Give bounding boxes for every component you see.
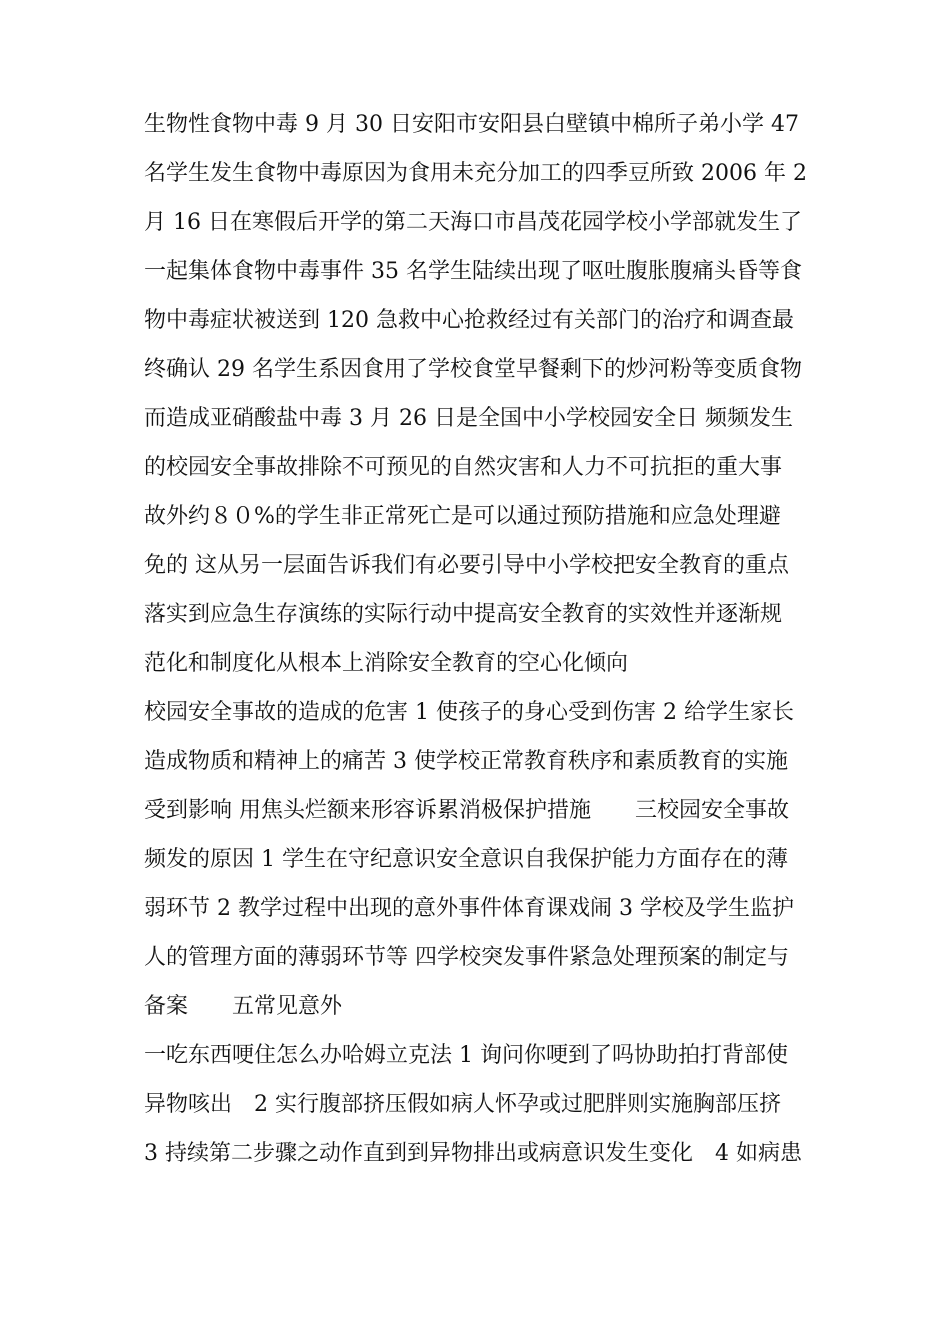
text-line: 范化和制度化从根本上消除安全教育的空心化倾向 (144, 651, 629, 676)
text-line: 3 持续第二步骤之动作直到到异物排出或病意识发生变化 4 如病患 (144, 1141, 802, 1166)
body-text (144, 100, 814, 1178)
text-line: 月 16 日在寒假后开学的第二天海口市昌茂花园学校小学部就发生了 (144, 210, 802, 235)
text-line: 物中毒症状被送到 120 急救中心抢救经过有关部门的治疗和调查最 (144, 308, 794, 333)
text-line: 造成物质和精神上的痛苦 3 使学校正常教育秩序和素质教育的实施 (144, 749, 788, 774)
text-line: 一吃东西哽住怎么办哈姆立克法 1 询问你哽到了吗协助拍打背部使 (144, 1043, 788, 1068)
text-line: 终确认 29 名学生系因食用了学校食堂早餐剩下的炒河粉等变质食物 (144, 357, 802, 382)
text-line: 落实到应急生存演练的实际行动中提高安全教育的实效性并逐渐规 (144, 602, 783, 627)
text-line: 备案 五常见意外 (144, 994, 343, 1019)
text-line: 校园安全事故的造成的危害 1 使孩子的身心受到伤害 2 给学生家长 (144, 700, 794, 725)
text-line: 人的管理方面的薄弱环节等 四学校突发事件紧急处理预案的制定与 (144, 945, 789, 970)
text-line: 的校园安全事故排除不可预见的自然灾害和人力不可抗拒的重大事 (144, 455, 783, 480)
text-line: 生物性食物中毒 9 月 30 日安阳市安阳县白壁镇中棉所子弟小学 47 (144, 112, 799, 137)
text-line: 频发的原因 1 学生在守纪意识安全意识自我保护能力方面存在的薄 (144, 847, 788, 872)
text-line: 免的 这从另一层面告诉我们有必要引导中小学校把安全教育的重点 (144, 553, 789, 578)
text-line: 受到影响 用焦头烂额来形容诉累消极保护措施 三校园安全事故 (144, 798, 789, 823)
text-line: 弱环节 2 教学过程中出现的意外事件体育课戏闹 3 学校及学生监护 (144, 896, 794, 921)
text-line: 一起集体食物中毒事件 35 名学生陆续出现了呕吐腹胀腹痛头昏等食 (144, 259, 802, 284)
text-line: 而造成亚硝酸盐中毒 3 月 26 日是全国中小学校园安全日 频频发生 (144, 406, 793, 431)
text-line: 故外约８０%的学生非正常死亡是可以通过预防措施和应急处理避 (144, 504, 781, 529)
text-line: 异物咳出 2 实行腹部挤压假如病人怀孕或过肥胖则实施胸部压挤 (144, 1092, 781, 1117)
text-line: 名学生发生食物中毒原因为食用未充分加工的四季豆所致 2006 年 2 (144, 161, 807, 186)
